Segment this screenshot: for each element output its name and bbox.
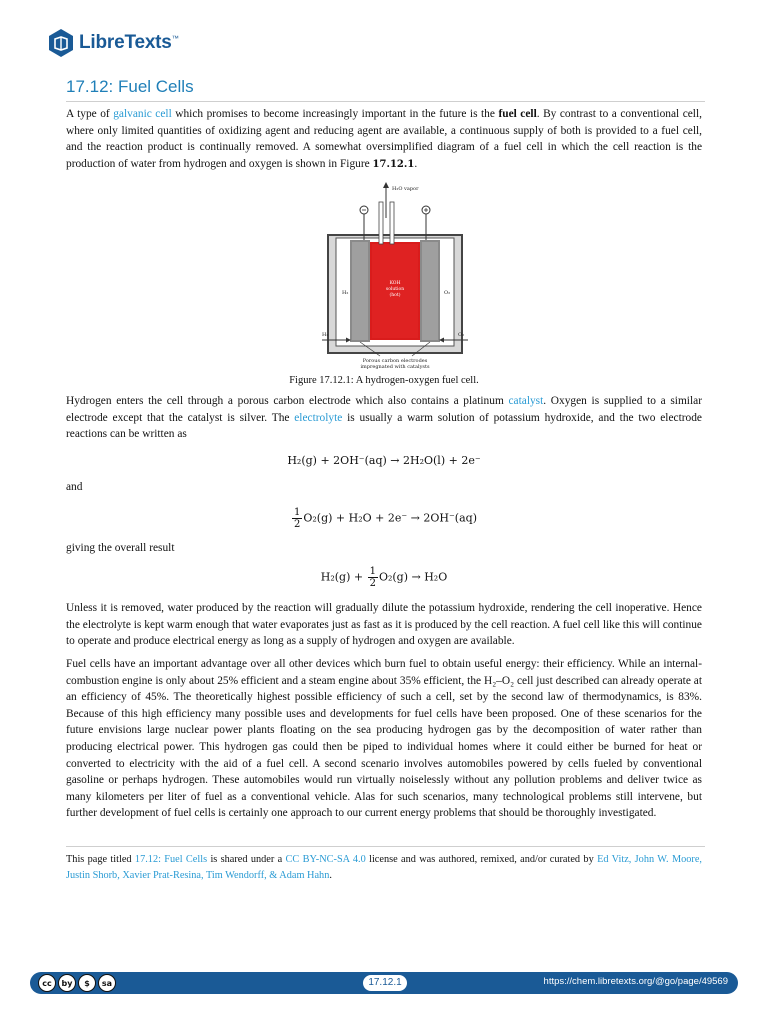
libretexts-logo[interactable] — [46, 28, 179, 58]
link-electrolyte[interactable]: electrolyte — [294, 411, 343, 424]
text-giving: giving the overall result — [66, 542, 175, 554]
title-divider — [66, 101, 705, 102]
o2-inlet-label: O₂ — [458, 332, 465, 338]
intro-paragraph: A type of galvanic cell which promises to become increasingly important in the future is the fuel cell. By contrast to a conventional cell, where only limited quantities of oxidizing agent and reducing agent are available, a continuous supply of both is provided to a fuel cell, and the reaction product is continually removed. A somewhat oversimplified diagram of a fuel cell in which the cell reaction is the production of water from hydrogen and oxygen is shown in Figure 17.12.1. — [66, 108, 702, 170]
libretexts-logo-icon — [46, 28, 76, 58]
vapor-label: H₂O vapor — [392, 186, 419, 192]
page-footer-bar — [30, 972, 738, 994]
link-page-title[interactable]: 17.12: Fuel Cells — [134, 854, 208, 865]
link-galvanic-cell[interactable]: galvanic cell — [113, 108, 172, 120]
equation-anode: H₂(g) + 2OH⁻(aq) → 2H₂O(l) + 2e⁻ — [287, 454, 481, 467]
paragraph-water-removal: Unless it is removed, water produced by the reaction will gradually dilute the potassium hydroxide, rendering the cell inoperative. Hence the electrolyte is kept warm enough that water evaporates just as fast as it is produced by the cell reaction. A fuel cell like this will continue to operate and produce electrical energy as long as a supply of hydrogen and oxygen are available. — [66, 602, 702, 648]
electrode-label-2: impregnated with catalysts — [360, 364, 430, 370]
paragraph-electrodes: Hydrogen enters the cell through a porous carbon electrode which also contains a platinum catalyst. Oxygen is supplied to a similar electrode except that the catalyst is silver. The electrolyte is usually a warm solution of potassium hydroxide, and the two electrode reactions can be written as — [66, 395, 702, 441]
link-catalyst[interactable]: catalyst — [508, 395, 544, 407]
page-title: 17.12: Fuel Cells — [66, 77, 194, 96]
term-fuel-cell: fuel cell — [498, 108, 537, 120]
link-license[interactable]: CC BY-NC-SA 4.0 — [285, 854, 366, 865]
figure-caption: Figure 17.12.1: A hydrogen-oxygen fuel cell. — [289, 375, 479, 386]
attribution-divider — [66, 846, 705, 847]
attribution: This page titled 17.12: Fuel Cells is shared under a CC BY-NC-SA 4.0 license and was authored, remixed, and/or curated by Ed Vitz, John W. Moore, Justin Shorb, Xavier Prat-Resina, Tim Wendorff, & Adam Hahn. — [66, 854, 702, 881]
o2-chamber-label: O₂ — [444, 290, 451, 296]
equation-overall: H₂(g) + $\frac{1}{2}$ O₂(g) → H₂O — [320, 566, 448, 589]
koh-label-2: solution — [385, 287, 405, 292]
text-and: and — [66, 481, 83, 493]
h2-inlet-label: H₂ — [322, 332, 329, 338]
page-number: 17.12.1 — [363, 975, 407, 991]
logo-wordmark: LibreTexts™ — [79, 32, 179, 53]
koh-label-1: KOH — [389, 281, 401, 286]
noncommercial-icon: $ — [78, 974, 96, 992]
fraction-half: $\frac{1}{2}$ — [294, 507, 301, 530]
attribution-icon: by — [58, 974, 76, 992]
electrode-label-1: Porous carbon electrodes — [362, 358, 428, 364]
equation-cathode: $\frac{1}{2}$ O₂(g) + H₂O + 2e⁻ → 2OH⁻(aq) — [294, 507, 477, 530]
fuel-cell-diagram — [320, 180, 470, 370]
paragraph-efficiency: Fuel cells have an important advantage over all other devices which burn fuel to obtain useful energy: their efficiency. While an internal-combustion engine is only about 25% efficient and a steam engine about 35% efficient, the H₂–O₂ cell just described can already operate at an efficiency of 45%. The theoretically highest possible efficiency of such a cell, set by the second law of thermodynamics, is 83%. Because of this high efficiency many possible uses and developments for fuel cells have been proposed. One of these scenarios for the future envisions large nuclear power plants floating on the sea producing hydrogen gas by the decomposition of water rather than producing electrical power. This hydrogen gas could then be piped to individual homes where it could either be burned for heat or converted to electricity with the aid of a fuel cell. A second scenario involves automobiles powered by cells fueled by conventional gasoline or perhaps hydrogen. These automobiles would run virtually noiselessly without any pollution problems and deliver twice as many kilometers per liter of fuel as a conventional vehicle. Alas for such scenarios, many technological problems still intervene, but further development of fuel cells is certainly one approach to our current energy problems that should be thoroughly investigated. — [66, 658, 702, 820]
cc-license-badges[interactable] — [38, 974, 116, 992]
figure-reference: 17.12.1 — [372, 158, 415, 170]
h2-chamber-label: H₂ — [342, 290, 349, 296]
koh-label-3: (hot) — [389, 293, 401, 298]
page-url[interactable]: https://chem.libretexts.org/@go/page/49569 — [543, 976, 728, 987]
link-authors[interactable]: Ed Vitz, John W. Moore, Justin Shorb, Xavier Prat-Resina, Tim Wendorff, & Adam Hahn — [66, 854, 702, 881]
fraction-half: $\frac{1}{2}$ — [369, 566, 376, 589]
cc-icon: cc — [38, 974, 56, 992]
sharealike-icon: sa — [98, 974, 116, 992]
